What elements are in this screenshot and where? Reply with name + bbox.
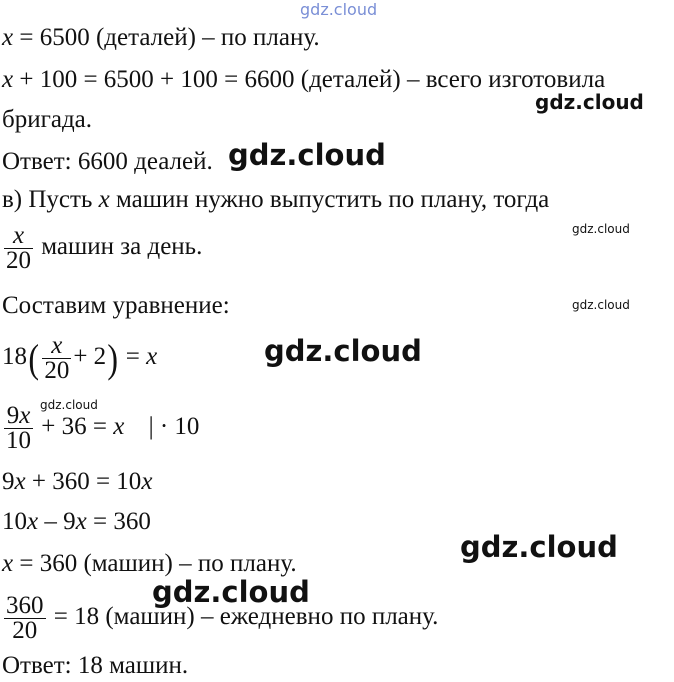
- fraction-360-20: $\frac{360}{20}$: [6, 592, 44, 644]
- watermark-top: gdz.cloud: [300, 0, 378, 19]
- watermark: gdz.cloud: [572, 298, 630, 312]
- watermark: gdz.cloud: [535, 90, 644, 114]
- line-brigade: бригада.: [2, 106, 93, 133]
- equation-step-1: $\frac{9x}{10}$ + 36 = x | · 10: [6, 402, 200, 454]
- line-compose: Составим уравнение:: [2, 292, 230, 319]
- equation-step-2: 9x + 360 = 10x: [2, 468, 153, 495]
- fraction-x-20: $\frac{x}{20}$: [6, 222, 31, 274]
- answer-v: Ответ: 18 машин.: [2, 652, 189, 679]
- line-per-day: $\frac{x}{20}$ машин за день.: [6, 222, 203, 274]
- line-total: x + 100 = 6500 + 100 = 6600 (деталей) – всего изготовила: [2, 66, 606, 93]
- line-let-x: в) Пусть x машин нужно выпустить по плану, тогда: [2, 186, 550, 213]
- fraction-9x-10: $\frac{9x}{10}$: [6, 402, 31, 454]
- watermark: gdz.cloud: [152, 575, 310, 609]
- watermark: gdz.cloud: [264, 334, 422, 368]
- line-x-result: x = 360 (машин) – по плану.: [2, 550, 297, 577]
- fraction-x-20: $\frac{x}{20}$: [44, 332, 70, 384]
- watermark: gdz.cloud: [228, 138, 386, 172]
- equation-main: 18( $\frac{x}{20}$ + 2) = x: [2, 332, 158, 384]
- answer-a: Ответ: 6600 деалей.: [2, 148, 213, 175]
- line-x-plan: x = 6500 (деталей) – по плану.: [2, 24, 320, 51]
- equation-step-3: 10x – 9x = 360: [2, 508, 151, 535]
- watermark: gdz.cloud: [572, 222, 630, 236]
- line-daily: $\frac{360}{20}$ = 18 (машин) – ежедневно по плану.: [6, 592, 439, 644]
- watermark: gdz.cloud: [40, 398, 98, 412]
- watermark: gdz.cloud: [460, 530, 618, 564]
